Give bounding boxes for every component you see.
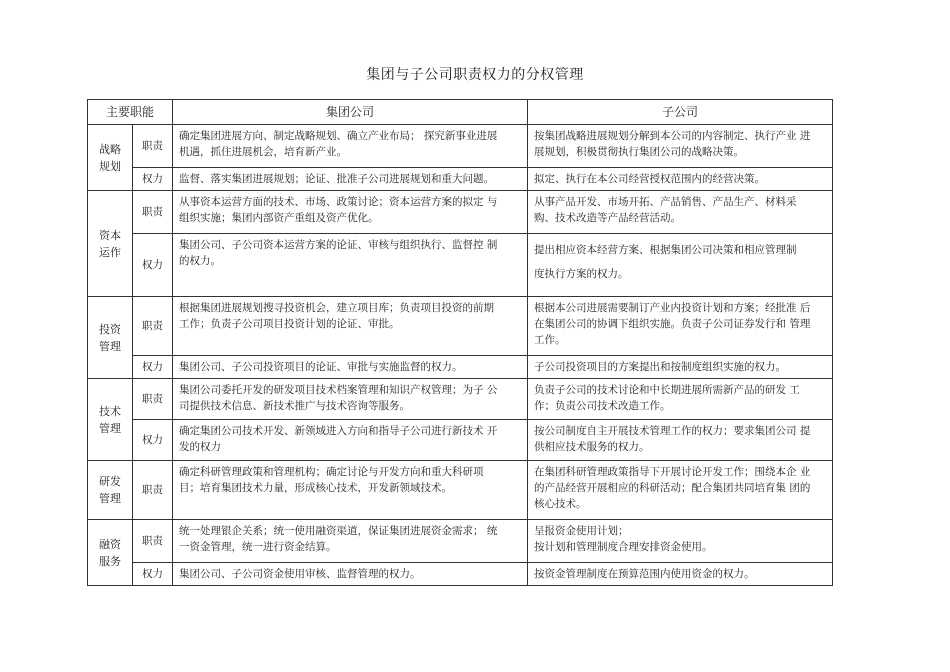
row-type: 职责 [133,125,173,168]
category-text: 规划 [99,159,121,173]
cell-text: 按公司制度自主开展技术管理工作的权力；要求集团公司 提 [534,425,811,437]
cell-text: 子公司投资项目的方案提出和按制度组织实施的权力。 [534,361,787,373]
group-cell [173,420,528,461]
subsidiary-cell [528,125,833,168]
subsidiary-cell [528,191,833,234]
category-cell [88,191,133,297]
cell-text: 统一处理银企关系；统一使用融资渠道，保证集团进展资金需求； 统 [179,525,498,537]
cell-text: 确定集团进展方向、制定战略规划、确立产业布局； 探究新事业进展 [179,130,498,142]
cell-text: 在集团公司的协调下组织实施。负责子公司证券发行和 管理 [534,318,811,330]
cell-text: 呈报资金使用计划； [534,525,629,537]
table-row [88,520,833,563]
group-cell [173,379,528,420]
cell-text: 根据集团进展规划搜寻投资机会，建立项目库；负责项目投资的前期 [179,302,495,314]
cell-text: 作；负责公司技术改造工作。 [534,400,671,412]
cell-text: 负责子公司的技术讨论和中长期进展所需新产品的研发 工 [534,384,800,396]
group-cell [173,461,528,520]
cell-text: 的产品经营开展相应的科研活动；配合集团共同培育集 团的 [534,482,811,494]
group-cell [173,125,528,168]
cell-text: 确定集团公司技术开发、新领域进入方向和指导子公司进行新技术 开 [179,425,498,437]
cell-text: 监督、落实集团进展规划；论证、批准子公司进展规划和重大问题。 [179,173,495,185]
group-cell [173,168,528,191]
page-title: 集团与子公司职责权力的分权管理 [366,67,584,83]
table-row [88,234,833,297]
cell-text: 按计划和管理制度合理安排资金使用。 [534,541,713,553]
cell-text: 按资金管理制度在预算范围内使用资金的权力。 [534,568,755,580]
subsidiary-cell [528,520,833,563]
row-type: 职责 [133,379,173,420]
cell-text: 供相应技术服务的权力。 [534,441,650,453]
table-row [88,168,833,191]
cell-text: 工作。 [534,334,566,346]
table-row [88,356,833,379]
row-type: 职责 [133,191,173,234]
table-row [88,125,833,168]
subsidiary-cell [528,461,833,520]
group-cell [173,563,528,586]
row-type: 权力 [133,356,173,379]
cell-text: 组织实施；集团内部资产重组及资产优化。 [179,212,379,224]
category-text: 管理 [99,421,121,435]
category-text: 战略 [99,142,121,156]
cell-text: 从事产品开发、市场开拓、产品销售、产品生产、材料采 [534,196,797,208]
group-cell [173,520,528,563]
cell-text: 的权力。 [179,255,222,267]
category-cell [88,520,133,586]
header-main-function: 主要职能 [88,100,173,125]
table-row [88,191,833,234]
cell-text: 集团公司、子公司资金使用审核、监督管理的权力。 [179,568,421,580]
category-text: 管理 [99,339,121,353]
category-text: 技术 [99,404,121,418]
subsidiary-cell [528,297,833,356]
cell-text: 提出相应资本经营方案、根据集团公司决策和相应管理制 [534,244,797,256]
group-cell [173,356,528,379]
header-subsidiary: 子公司 [528,100,833,125]
cell-text: 按集团战略进展规划分解到本公司的内容制定、执行产业 进 [534,130,811,142]
subsidiary-cell [528,356,833,379]
cell-text: 核心技术。 [534,498,587,510]
category-text: 资本 [99,228,121,242]
cell-text: 工作；负责子公司项目投资计划的论证、审批。 [179,318,400,330]
cell-text: 机遇，抓住进展机会，培育新产业。 [179,146,348,158]
category-text: 管理 [99,492,121,505]
category-text: 服务 [99,554,121,568]
table-row [88,297,833,356]
row-type: 权力 [133,563,173,586]
authority-table [87,99,833,586]
row-type: 权力 [133,234,173,297]
cell-text: 确定科研管理政策和管理机构；确定讨论与开发方向和重大科研项 [179,466,484,478]
category-cell [88,125,133,191]
subsidiary-cell [528,379,833,420]
cell-text: 拟定、执行在本公司经营授权范围内的经营决策。 [534,173,766,185]
group-cell [173,234,528,297]
line-gap [534,258,828,266]
cell-text: 在集团科研管理政策指导下开展讨论开发工作；围绕本企 业 [534,466,811,478]
cell-text: 度执行方案的权力。 [534,268,629,280]
header-group-company: 集团公司 [173,100,528,125]
row-type: 职责 [133,461,173,520]
category-text: 融资 [99,537,121,551]
subsidiary-cell [528,234,833,297]
subsidiary-cell [528,168,833,191]
group-cell [173,191,528,234]
cell-text: 发的权力 [179,441,222,453]
row-type: 职责 [133,520,173,563]
cell-text: 从事资本运营方面的技术、市场、政策讨论；资本运营方案的拟定 与 [179,196,498,208]
category-cell [88,297,133,379]
cell-text: 展规划，积极贯彻执行集团公司的战略决策。 [534,146,745,158]
table-row [88,461,833,520]
category-cell [88,379,133,461]
table-header-row [88,100,833,125]
category-text: 运作 [99,245,121,259]
cell-text: 购、技术改造等产品经营活动。 [534,212,682,224]
cell-text: 集团公司委托开发的研发项目技术档案管理和知识产权管理；为子 公 [179,384,498,396]
category-cell [88,461,133,520]
cell-text: 一资金管理，统一进行资金结算。 [179,541,337,553]
category-text: 研发 [99,475,121,488]
table-row [88,563,833,586]
row-type: 职责 [133,297,173,356]
subsidiary-cell [528,420,833,461]
cell-text: 根据本公司进展需要制订产业内投资计划和方案；经批准 后 [534,302,811,314]
row-type: 权力 [133,168,173,191]
table-row [88,420,833,461]
cell-text: 目；培育集团技术力量，形成核心技术，开发新领域技术。 [179,482,453,494]
table-row [88,379,833,420]
category-text: 投资 [99,322,121,336]
cell-text: 集团公司、子公司资本运营方案的论证、审核与组织执行、监督控 制 [179,239,498,251]
cell-text: 司提供技术信息、新技术推广与技术咨询等服务。 [179,400,411,412]
row-type: 权力 [133,420,173,461]
group-cell [173,297,528,356]
cell-text: 集团公司、子公司投资项目的论证、审批与实施监督的权力。 [179,361,463,373]
subsidiary-cell [528,563,833,586]
